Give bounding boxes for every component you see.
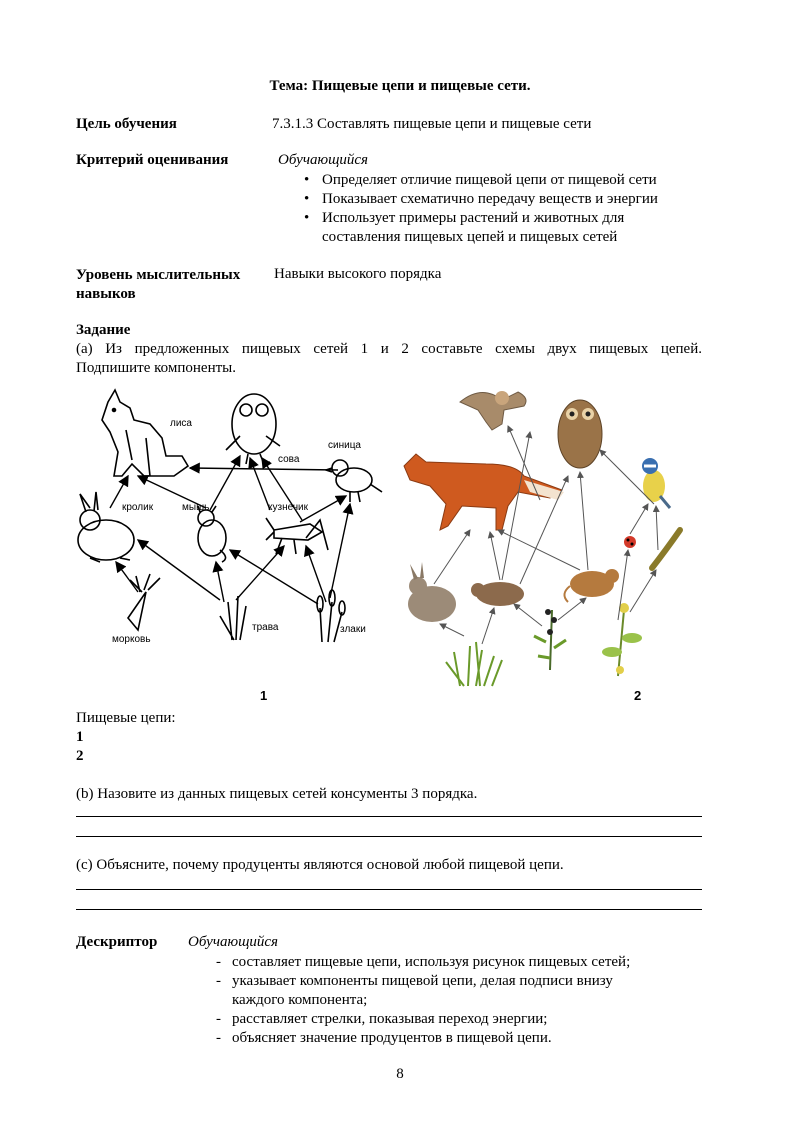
label-rabbit: кролик [122, 502, 154, 513]
answer-line-c1 [76, 889, 702, 890]
food-web-1 [70, 380, 390, 705]
tit-drawing [326, 460, 382, 502]
label-owl: сова [278, 454, 300, 465]
flowering-plant-image [602, 603, 642, 676]
descriptor-item: - объясняет значение продуцентов в пищевой цепи. [210, 1029, 690, 1048]
figure2-number: 2 [634, 688, 642, 703]
mouse-drawing [198, 506, 226, 562]
descriptor-item: - расставляет стрелки, показывая переход энергии; [210, 1010, 690, 1029]
criterion-label: Критерий оценивания [76, 152, 229, 168]
fox-drawing [102, 390, 188, 476]
label-fox: лиса [170, 418, 192, 429]
answer-line-b1 [76, 816, 702, 817]
question-c: (c) Объясните, почему продуценты являются основой любой пищевой цепи. [76, 857, 564, 873]
grasshopper-drawing [266, 518, 328, 554]
question-b: (b) Назовите из данных пищевых сетей консументы 3 порядка. [76, 786, 478, 802]
descriptor-list-2 [210, 1010, 690, 1048]
criterion-item: • Использует примеры растений и животных для [300, 209, 720, 228]
rabbit-image [408, 562, 456, 622]
blue-tit-image [642, 458, 670, 508]
answer-line-c2 [76, 909, 702, 910]
goal-value: 7.3.1.3 Составлять пищевые цепи и пищевые сети [272, 116, 592, 132]
label-carrot: морковь [112, 634, 151, 645]
page-title: Тема: Пищевые цепи и пищевые сети. [269, 78, 531, 94]
page-number: 8 [396, 1066, 404, 1082]
thinking-label: Уровень мыслительных навыков [76, 267, 241, 302]
tawny-owl-image [558, 400, 602, 468]
mouse-image [564, 569, 619, 602]
chains-heading: Пищевые цепи: [76, 710, 176, 726]
descriptor-item-cont: каждого компонента; [232, 992, 368, 1008]
criterion-subject: Обучающийся [278, 152, 369, 168]
task-label: Задание [76, 322, 131, 338]
label-grasshopper: кузнечик [268, 502, 308, 513]
food-web-2 [390, 380, 710, 705]
criterion-item: • Определяет отличие пищевой цепи от пищевой сети [300, 171, 720, 190]
label-tit: синица [328, 440, 361, 451]
label-cereals: злаки [340, 624, 366, 635]
descriptor-list [210, 953, 690, 991]
chain-1-number: 1 [76, 729, 84, 745]
ladybird-image [624, 536, 636, 548]
grass-drawing [220, 596, 246, 640]
grass-image [446, 642, 502, 686]
task-a-line2: Подпишите компоненты. [76, 360, 236, 376]
thinking-value: Навыки высокого порядка [274, 266, 442, 282]
label-grass: трава [252, 622, 279, 633]
figure1-number: 1 [260, 688, 268, 703]
flying-owl-image [460, 391, 526, 430]
caterpillar-image [652, 530, 680, 568]
goal-label: Цель обучения [76, 116, 177, 132]
owl-drawing [226, 394, 280, 464]
criterion-item-cont: составления пищевых цепей и пищевых сетей [322, 229, 618, 245]
descriptor-item: - составляет пищевые цепи, используя рисунок пищевых сетей; [210, 953, 690, 972]
criterion-item: • Показывает схематично передачу веществ и энергии [300, 190, 720, 209]
task-a-line1: (a) Из предложенных пищевых сетей 1 и 2 составьте схемы двух пищевых цепей. [76, 341, 702, 357]
descriptor-item: - указывает компоненты пищевой цепи, делая подписи внизу [210, 972, 690, 991]
chain-2-number: 2 [76, 748, 84, 764]
fox-image [404, 454, 564, 530]
label-mouse: мышь [182, 502, 210, 513]
vole-image [471, 582, 524, 606]
descriptor-subject: Обучающийся [188, 934, 279, 950]
answer-line-b2 [76, 836, 702, 837]
berry-plant-image [534, 609, 566, 670]
carrot-drawing [128, 574, 160, 630]
criterion-list [300, 171, 720, 228]
descriptor-label: Дескриптор [76, 934, 158, 950]
